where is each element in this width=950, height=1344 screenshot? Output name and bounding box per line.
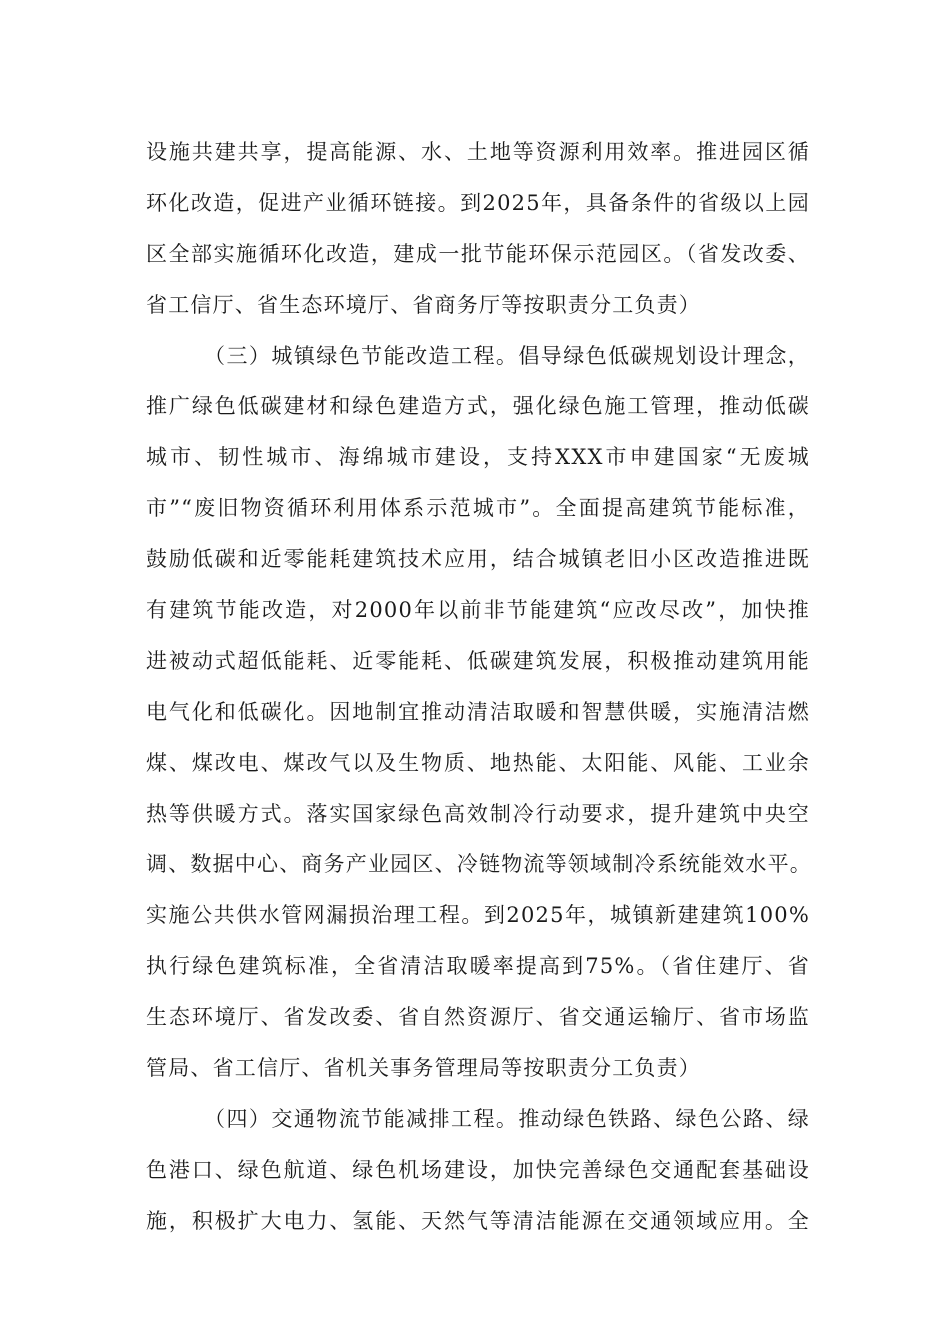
text-line: 生态环境厅、省发改委、省自然资源厅、省交通运输厅、省市场监: [146, 1005, 810, 1030]
document-body: [146, 127, 810, 1247]
text-line: 城市、韧性城市、海绵城市建设，支持XXX市申建国家“无废城: [146, 445, 810, 470]
text-line: （四）交通物流节能减排工程。推动绿色铁路、绿色公路、绿: [204, 1106, 810, 1131]
text-line: 进被动式超低能耗、近零能耗、低碳建筑发展，积极推动建筑用能: [146, 648, 810, 673]
text-line: 施，积极扩大电力、氢能、天然气等清洁能源在交通领域应用。全: [146, 1208, 810, 1233]
text-line: 鼓励低碳和近零能耗建筑技术应用，结合城镇老旧小区改造推进既: [146, 547, 810, 572]
text-line: 管局、省工信厅、省机关事务管理局等按职责分工负责）: [146, 1056, 701, 1081]
text-line: 设施共建共享，提高能源、水、土地等资源利用效率。推进园区循: [146, 140, 810, 164]
text-line: 推广绿色低碳建材和绿色建造方式，强化绿色施工管理，推动低碳: [146, 394, 810, 419]
text-line: 环化改造，促进产业循环链接。到2025年，具备条件的省级以上园: [146, 190, 810, 215]
text-line: 热等供暖方式。落实国家绿色高效制冷行动要求，提升建筑中央空: [146, 801, 810, 826]
text-line: 有建筑节能改造，对2000年以前非节能建筑“应改尽改”，加快推: [146, 598, 810, 623]
text-line: 调、数据中心、商务产业园区、冷链物流等领域制冷系统能效水平。: [146, 852, 812, 877]
text-line: 区全部实施循环化改造，建成一批节能环保示范园区。（省发改委、: [146, 241, 810, 266]
text-line: 电气化和低碳化。因地制宜推动清洁取暖和智慧供暖，实施清洁燃: [146, 699, 810, 724]
text-line: （三）城镇绿色节能改造工程。倡导绿色低碳规划设计理念，: [204, 343, 810, 368]
text-line: 实施公共供水管网漏损治理工程。到2025年，城镇新建建筑100%: [146, 903, 810, 928]
text-line: 省工信厅、省生态环境厅、省商务厅等按职责分工负责）: [146, 292, 701, 317]
text-line: 执行绿色建筑标准，全省清洁取暖率提高到75%。（省住建厅、省: [146, 954, 810, 979]
text-line: 色港口、绿色航道、绿色机场建设，加快完善绿色交通配套基础设: [146, 1157, 810, 1182]
text-line: 市”“废旧物资循环利用体系示范城市”。全面提高建筑节能标准，: [146, 496, 810, 521]
text-line: 煤、煤改电、煤改气以及生物质、地热能、太阳能、风能、工业余: [146, 750, 810, 775]
